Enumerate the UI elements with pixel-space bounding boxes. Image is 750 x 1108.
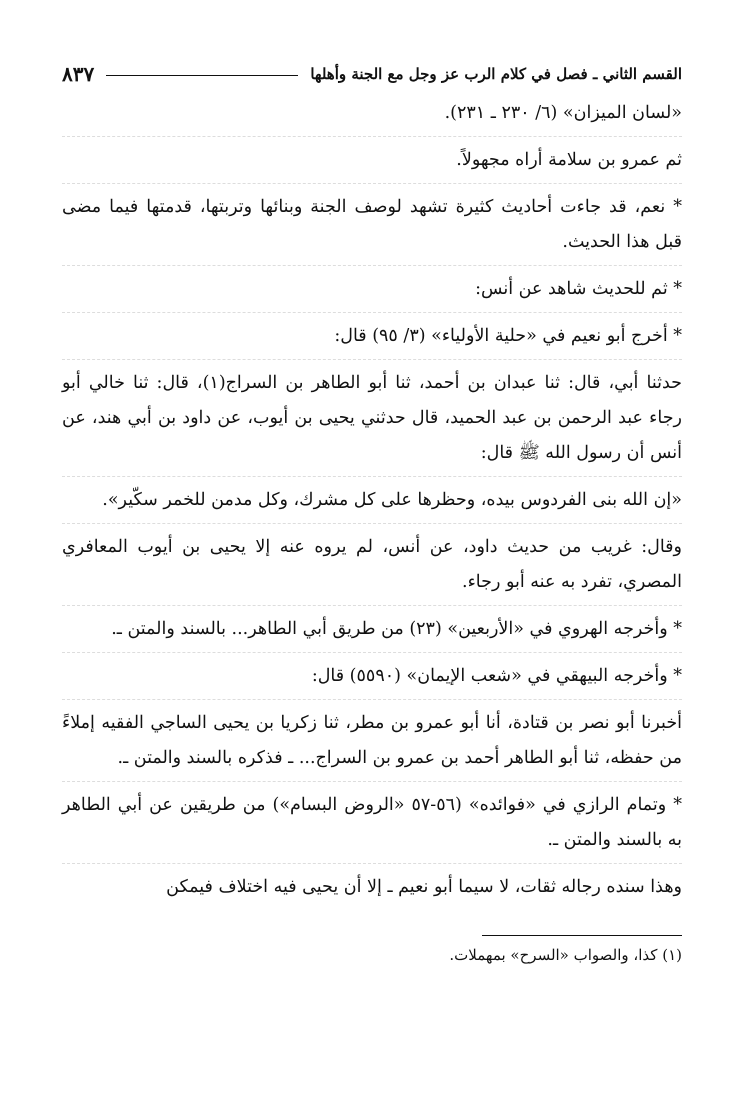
paragraph: * وتمام الرازي في «فوائده» (٥٦-٥٧ «الروض البسام») من طريقين عن أبي الطاهر به بالسند والمتن ـ. <box>62 788 682 864</box>
paragraph: حدثنا أبي، قال: ثنا عبدان بن أحمد، ثنا أبو الطاهر بن السراج(١)، قال: ثنا خالي أبو رجاء عبد الرحمن بن عبد الحميد، قال حدثني يحيى بن أيوب، عن داود بن أبي هند، عن أنس أن رسول الله ﷺ قال: <box>62 366 682 477</box>
paragraph: * وأخرجه البيهقي في «شعب الإيمان» (٥٥٩٠) قال: <box>62 659 682 700</box>
paragraph: وهذا سنده رجاله ثقات، لا سيما أبو نعيم ـ إلا أن يحيى فيه اختلاف فيمكن <box>166 877 682 897</box>
footnote-rule <box>482 935 682 936</box>
header-title: القسم الثاني ـ فصل في كلام الرب عز وجل مع الجنة وأهلها <box>310 65 682 83</box>
paragraph: وقال: غريب من حديث داود، عن أنس، لم يروه عنه إلا يحيى بن أيوب المعافري المصري، تفرد به عنه أبو رجاء. <box>62 530 682 606</box>
paragraph: * أخرج أبو نعيم في «حلية الأولياء» (٣/ ٩٥) قال: <box>62 319 682 360</box>
paragraph: ثم عمرو بن سلامة أراه مجهولاً. <box>62 143 682 184</box>
header-rule <box>106 75 298 76</box>
paragraph: «لسان الميزان» (٦/ ٢٣٠ ـ ٢٣١). <box>62 96 682 137</box>
paragraph: * نعم، قد جاءت أحاديث كثيرة تشهد لوصف الجنة وبنائها وتربتها، قدمتها فيما مضى قبل هذا الحديث. <box>62 190 682 266</box>
running-header <box>62 52 682 96</box>
paragraph: «إن الله بنى الفردوس بيده، وحظرها على كل مشرك، وكل مدمن للخمر سكّير». <box>62 483 682 524</box>
footnote: (١) كذا، والصواب «السرح» بمهملات. <box>449 946 682 964</box>
paragraph: * ثم للحديث شاهد عن أنس: <box>62 272 682 313</box>
page-number: ٨٣٧ <box>62 62 95 86</box>
paragraph: * وأخرجه الهروي في «الأربعين» (٢٣) من طريق أبي الطاهر... بالسند والمتن ـ. <box>62 612 682 653</box>
page-body <box>62 96 682 905</box>
paragraph: أخبرنا أبو نصر بن قتادة، أنا أبو عمرو بن مطر، ثنا زكريا بن يحيى الساجي الفقيه إملاءً من حفظه، ثنا أبو الطاهر أحمد بن عمرو بن السراج... ـ فذكره بالسند والمتن ـ. <box>62 706 682 782</box>
